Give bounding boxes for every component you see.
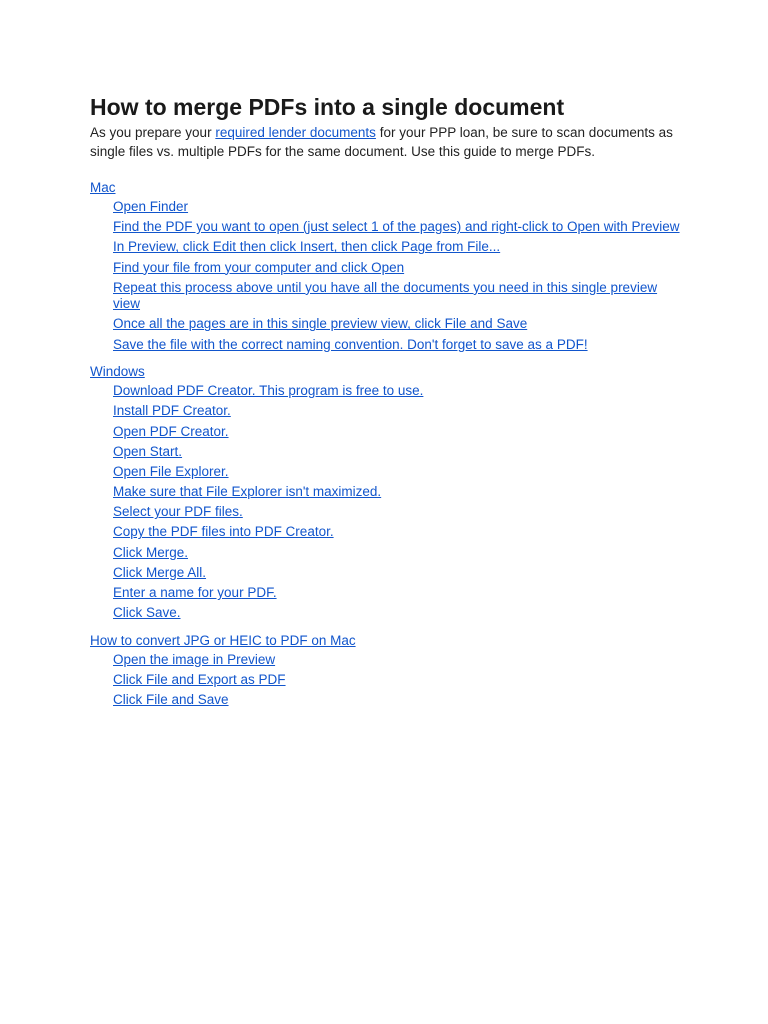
intro-text-after: for your PPP loan, be sure to scan documents as single files vs. multiple PDFs for the same document. Use this guide to merge PDFs. <box>90 125 673 159</box>
step-list-item <box>113 484 684 501</box>
step-link[interactable]: Select your PDF files. <box>113 504 243 520</box>
step-list-item <box>113 545 684 562</box>
step-list-item <box>113 219 684 236</box>
step-link[interactable]: Make sure that File Explorer isn't maximized. <box>113 484 382 500</box>
step-list-item <box>113 424 684 441</box>
step-list-item <box>113 464 684 481</box>
step-link[interactable]: Find your file from your computer and click Open <box>113 259 405 275</box>
step-list <box>90 652 684 709</box>
step-list-item <box>113 403 684 420</box>
guide-section <box>90 178 684 353</box>
step-link[interactable]: Install PDF Creator. <box>113 403 231 419</box>
section-heading-link[interactable]: How to convert JPG or HEIC to PDF on Mac <box>90 632 356 648</box>
step-list-item <box>113 672 684 689</box>
step-link[interactable]: Open Finder <box>113 199 189 214</box>
step-list-item <box>113 316 684 333</box>
step-link[interactable]: Download PDF Creator. This program is free to use. <box>113 383 424 399</box>
guide-section <box>90 362 684 622</box>
guide-section <box>90 631 684 709</box>
step-list <box>90 383 684 622</box>
step-link[interactable]: Open the image in Preview <box>113 651 276 667</box>
step-link[interactable]: Open Start. <box>113 443 183 459</box>
step-link[interactable]: Once all the pages are in this single preview view, click File and Save <box>113 316 528 332</box>
step-link[interactable]: In Preview, click Edit then click Insert, then click Page from File... <box>113 239 501 255</box>
section-heading-link[interactable]: Windows <box>90 364 145 380</box>
step-link[interactable]: Click Merge. <box>113 544 189 560</box>
step-link[interactable]: Copy the PDF files into PDF Creator. <box>113 524 334 540</box>
required-lender-documents-link[interactable]: required lender documents <box>215 125 376 140</box>
step-list-item <box>113 585 684 602</box>
step-list-item <box>113 504 684 521</box>
step-list-item <box>113 280 684 313</box>
step-link[interactable]: Click File and Save <box>113 692 229 708</box>
step-link[interactable]: Click File and Export as PDF <box>113 671 286 687</box>
step-link[interactable]: Find the PDF you want to open (just select 1 of the pages) and right-click to Open with Preview <box>113 219 680 235</box>
intro-text-before: As you prepare your <box>90 125 216 140</box>
step-list-item <box>113 605 684 622</box>
step-list-item <box>113 383 684 400</box>
step-list-item <box>113 444 684 461</box>
step-list-item <box>113 652 684 669</box>
step-list-item <box>113 692 684 709</box>
step-list <box>90 199 684 353</box>
step-link[interactable]: Click Merge All. <box>113 564 207 580</box>
step-list-item <box>113 199 684 216</box>
step-list-item <box>113 337 684 354</box>
step-list-item <box>113 565 684 582</box>
step-link[interactable]: Open PDF Creator. <box>113 423 229 439</box>
section-heading-link[interactable]: Mac <box>90 180 116 195</box>
step-list-item <box>113 239 684 256</box>
page-title: How to merge PDFs into a single document <box>90 94 565 120</box>
step-link[interactable]: Open File Explorer. <box>113 463 229 479</box>
intro-paragraph <box>90 123 684 161</box>
guide-sections <box>90 178 684 709</box>
step-list-item <box>113 524 684 541</box>
step-list-item <box>113 260 684 277</box>
step-link[interactable]: Click Save. <box>113 605 181 621</box>
step-link[interactable]: Repeat this process above until you have all the documents you need in this single preview view <box>113 279 658 312</box>
step-link[interactable]: Enter a name for your PDF. <box>113 585 277 600</box>
step-link[interactable]: Save the file with the correct naming convention. Don't forget to save as a PDF! <box>113 336 588 352</box>
